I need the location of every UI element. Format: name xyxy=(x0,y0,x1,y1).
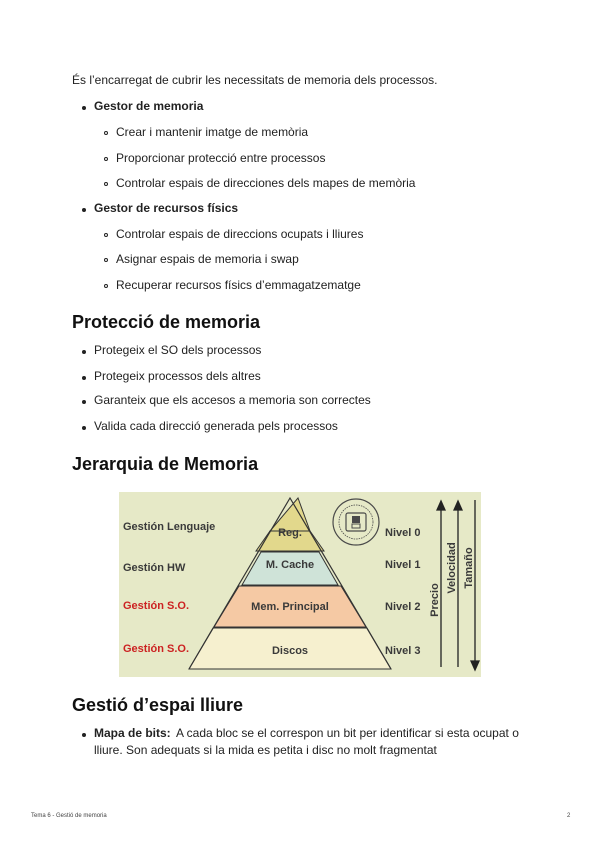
footer-title: Tema 6 - Gestió de memoria xyxy=(31,813,107,819)
nivel-label-0: Nivel 0 xyxy=(385,527,421,539)
circle-bullet xyxy=(104,182,108,186)
mapa-de-bits-label: Mapa de bits: xyxy=(94,726,171,740)
mapa-de-bits-text-2: lliure. Son adequats si la mida es petita i disc no molt fragmentat xyxy=(94,743,437,757)
arrow-head-up xyxy=(454,501,462,510)
list-item: Crear i mantenir imatge de memòria xyxy=(116,125,309,139)
mapa-de-bits-text-1: A cada bloc se el correspon un bit per identificar si esta ocupat o xyxy=(176,726,519,740)
bullet xyxy=(82,208,86,212)
left-label-hw: Gestión HW xyxy=(123,562,186,574)
section-heading-jerarquia: Jerarquia de Memoria xyxy=(72,454,259,474)
arrow-label-velocidad: Velocidad xyxy=(446,542,458,594)
list-item: Garanteix que els accesos a memoria son correctes xyxy=(94,393,371,407)
page-number: 2 xyxy=(567,813,571,819)
bullet xyxy=(82,426,86,430)
level-label-cache: M. Cache xyxy=(265,559,315,571)
level-label-discos: Discos xyxy=(271,645,309,657)
list-item: Recuperar recursos físics d’emmagatzematge xyxy=(116,278,361,292)
arrow-head-down xyxy=(471,661,479,670)
list-item: Asignar espais de memoria i swap xyxy=(116,252,299,266)
gestor-memoria-title: Gestor de memoria xyxy=(94,99,204,113)
circle-bullet xyxy=(104,284,108,288)
university-seal-icon xyxy=(333,499,379,545)
bullet xyxy=(82,106,86,110)
intro-text: És l’encarregat de cubrir les necessitats de memoria dels processos. xyxy=(72,73,438,87)
left-label-so-1: Gestión S.O. xyxy=(123,600,190,612)
bullet xyxy=(82,400,86,404)
arrow-head-up xyxy=(437,501,445,510)
level-label-reg: Reg. xyxy=(278,527,302,539)
pyramid-diagram xyxy=(119,492,481,677)
section-heading-proteccio: Protecció de memoria xyxy=(72,312,261,332)
bullet xyxy=(82,733,86,737)
arrow-label-precio: Precio xyxy=(429,583,441,617)
left-label-so-2: Gestión S.O. xyxy=(123,643,190,655)
level-label-principal: Mem. Principal xyxy=(251,601,329,613)
list-item: Proporcionar protecció entre processos xyxy=(116,151,326,165)
gestor-recursos-title: Gestor de recursos físics xyxy=(94,201,239,215)
list-item: Valida cada direcció generada pels processos xyxy=(94,419,338,433)
nivel-label-1: Nivel 1 xyxy=(385,559,421,571)
circle-bullet xyxy=(104,258,108,262)
memory-hierarchy-figure xyxy=(119,492,481,677)
circle-bullet xyxy=(104,131,108,135)
list-item: Protegeix el SO dels processos xyxy=(94,343,262,357)
left-label-lenguaje: Gestión Lenguaje xyxy=(123,521,216,533)
bullet xyxy=(82,350,86,354)
list-item: Protegeix processos dels altres xyxy=(94,369,261,383)
list-item: Controlar espais de direccions ocupats i lliures xyxy=(116,227,364,241)
circle-bullet xyxy=(104,157,108,161)
circle-bullet xyxy=(104,233,108,237)
section-heading-espai-lliure: Gestió d’espai lliure xyxy=(72,695,244,715)
arrow-label-tamano: Tamaño xyxy=(463,547,475,589)
nivel-label-2: Nivel 2 xyxy=(385,601,421,613)
list-item: Controlar espais de direcciones dels mapes de memòria xyxy=(116,176,416,190)
nivel-label-3: Nivel 3 xyxy=(385,645,421,657)
bullet xyxy=(82,376,86,380)
